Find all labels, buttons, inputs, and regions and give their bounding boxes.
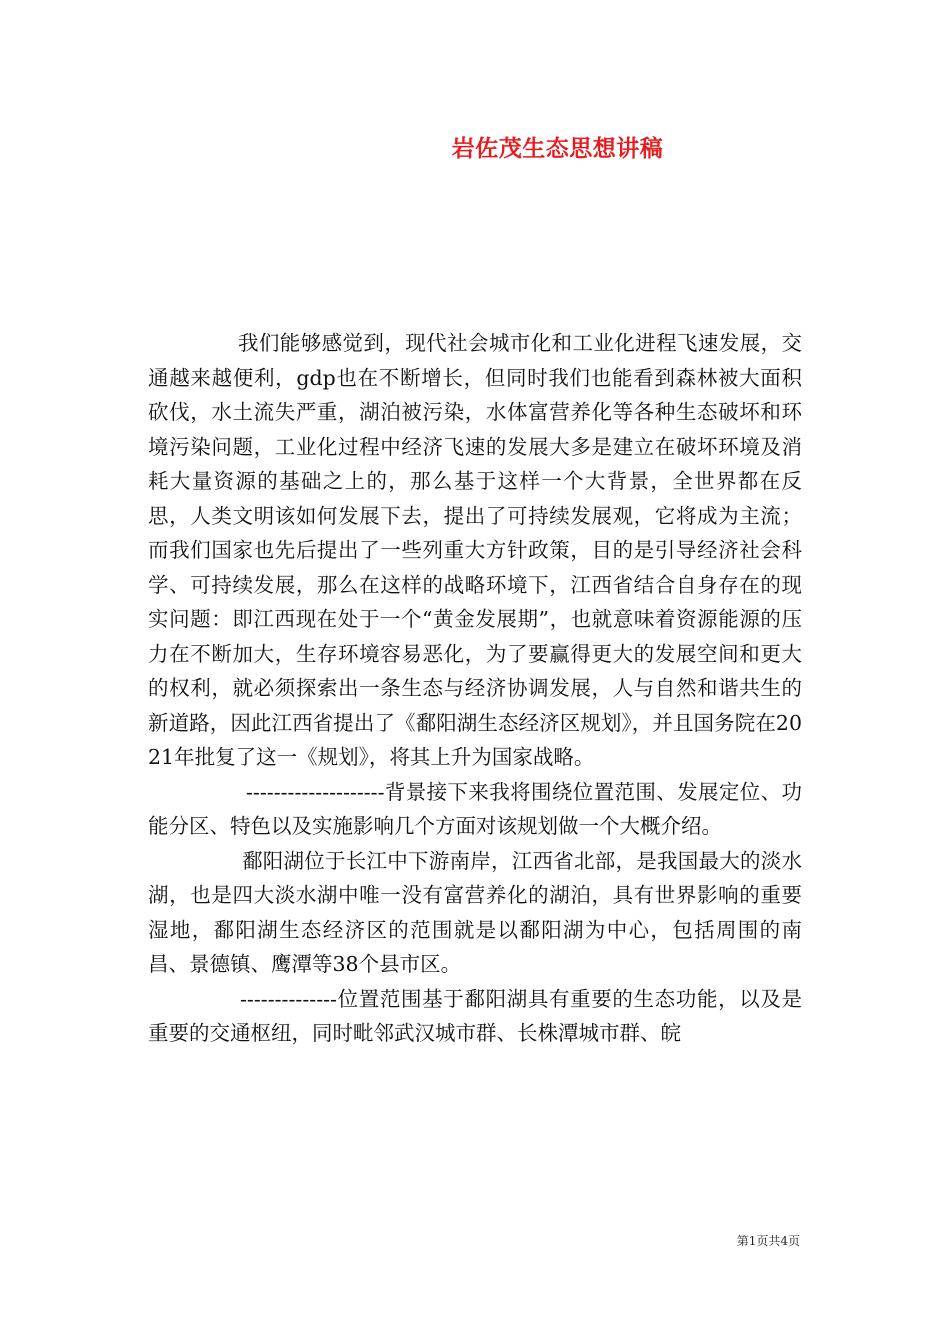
page-number: 第1页共4页 [736,1234,800,1248]
document-title: 岩佐茂生态思想讲稿 [451,135,664,162]
paragraph: --------------------背景接下来我将围绕位置范围、发展定位、功能分区、特色以及实施影响几个方面对该规划做一个大概介绍。 [148,779,802,838]
paragraph: 鄱阳湖位于长江中下游南岸，江西省北部，是我国最大的淡水湖，也是四大淡水湖中唯一没有富营养化的湖泊，具有世界影响的重要湿地，鄱阳湖生态经济区的范围就是以鄱阳湖为中心，包括周围的南昌、景德镇、鹰潭等38个县市区。 [148,848,802,976]
paragraph: 我们能够感觉到，现代社会城市化和工业化进程飞速发展，交通越来越便利，gdp也在不断增长，但同时我们也能看到森林被大面积砍伐，水土流失严重，湖泊被污染，水体富营养化等各种生态破坏和环境污染问题，工业化过程中经济飞速的发展大多是建立在破坏环境及消耗大量资源的基础之上的，那么基于这样一个大背景，全世界都在反思，人类文明该如何发展下去，提出了可持续发展观，它将成为主流；而我们国家也先后提出了一些列重大方针政策，目的是引导经济社会科学、可持续发展，那么在这样的战略环境下，江西省结合自身存在的现实问题：即江西现在处于一个“黄金发展期”，也就意味着资源能源的压力在不断加大，生存环境容易恶化，为了要赢得更大的发展空间和更大的权利，就必须探索出一条生态与经济协调发展，人与自然和谐共生的新道路，因此江西省提出了《鄱阳湖生态经济区规划》，并且国务院在2021年批复了这一《规划》，将其上升为国家战略。 [148,331,802,769]
paragraph: --------------位置范围基于鄱阳湖具有重要的生态功能，以及是重要的交通枢纽，同时毗邻武汉城市群、长株潭城市群、皖 [148,986,802,1045]
document-body [148,326,802,1051]
